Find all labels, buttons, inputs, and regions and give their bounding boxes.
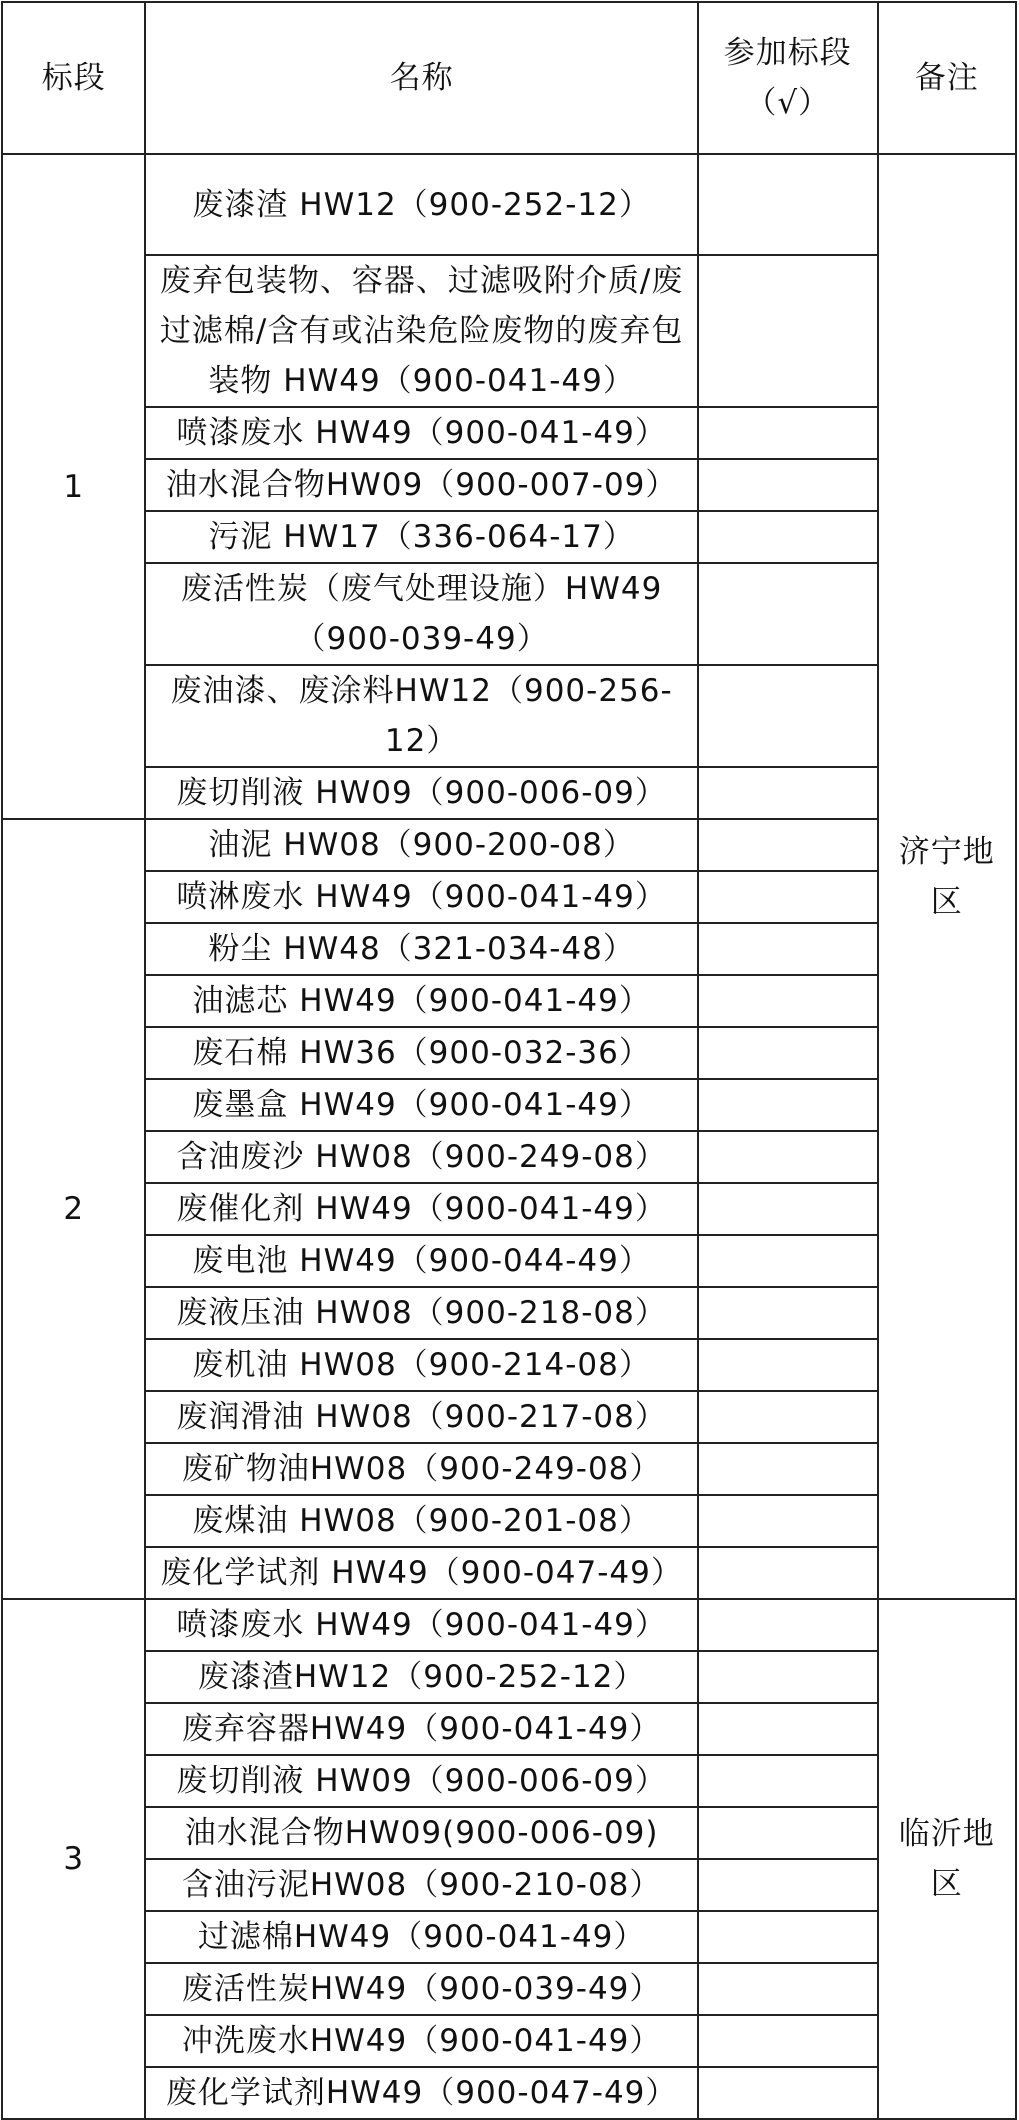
item-name-cell: 废机油 HW08（900-214-08） xyxy=(145,1339,697,1391)
remark-line: 区 xyxy=(930,883,963,920)
item-name-cell: 废漆渣 HW12（900-252-12） xyxy=(145,154,697,255)
table-row xyxy=(2,563,1016,665)
participate-check-cell[interactable] xyxy=(698,511,878,563)
item-name-cell: 油水混合物HW09(900-006-09) xyxy=(145,1807,697,1859)
item-name-cell: 废煤油 HW08（900-201-08） xyxy=(145,1495,697,1547)
header-remark: 备注 xyxy=(878,2,1016,154)
remark-line: 临沂地 xyxy=(898,1816,995,1852)
participate-check-cell[interactable] xyxy=(698,767,878,819)
item-name-cell: 过滤棉HW49（900-041-49） xyxy=(145,1911,697,1963)
remark-line: 济宁地 xyxy=(898,833,995,870)
table-body xyxy=(2,154,1016,2119)
item-name-cell: 废漆渣HW12（900-252-12） xyxy=(145,1651,697,1703)
table-row xyxy=(2,1963,1016,2015)
table-row xyxy=(2,1911,1016,1963)
item-name-cell: 含油废沙 HW08（900-249-08） xyxy=(145,1131,697,1183)
item-name-cell: 废切削液 HW09（900-006-09） xyxy=(145,1755,697,1807)
participate-check-cell[interactable] xyxy=(698,1235,878,1287)
item-name-cell: 油滤芯 HW49（900-041-49） xyxy=(145,975,697,1027)
participate-check-cell[interactable] xyxy=(698,1287,878,1339)
participate-check-cell[interactable] xyxy=(698,1547,878,1599)
participate-check-cell[interactable] xyxy=(698,255,878,407)
item-name-cell: 废润滑油 HW08（900-217-08） xyxy=(145,1391,697,1443)
participate-check-cell[interactable] xyxy=(698,1391,878,1443)
participate-check-cell[interactable] xyxy=(698,1703,878,1755)
item-name-cell: 粉尘 HW48（321-034-48） xyxy=(145,923,697,975)
item-name-cell: 废液压油 HW08（900-218-08） xyxy=(145,1287,697,1339)
participate-check-cell[interactable] xyxy=(698,1651,878,1703)
item-name-cell: 废化学试剂HW49（900-047-49） xyxy=(145,2067,697,2119)
participate-check-cell[interactable] xyxy=(698,923,878,975)
table-row xyxy=(2,1651,1016,1703)
item-name-cell: 废油漆、废涂料HW12（900-256-12） xyxy=(145,665,697,767)
table-row xyxy=(2,1183,1016,1235)
item-name-cell: 废石棉 HW36（900-032-36） xyxy=(145,1027,697,1079)
item-name-cell: 废电池 HW49（900-044-49） xyxy=(145,1235,697,1287)
participate-check-cell[interactable] xyxy=(698,975,878,1027)
table-row xyxy=(2,1443,1016,1495)
participate-check-cell[interactable] xyxy=(698,1027,878,1079)
table-row xyxy=(2,1755,1016,1807)
header-participate-line2: （√） xyxy=(745,85,831,121)
header-row xyxy=(2,2,1016,154)
segment-cell: 1 xyxy=(2,154,145,819)
segment-cell: 3 xyxy=(2,1599,145,2119)
participate-check-cell[interactable] xyxy=(698,2067,878,2119)
remark-line: 区 xyxy=(930,1866,963,1902)
item-name-cell: 污泥 HW17（336-064-17） xyxy=(145,511,697,563)
participate-check-cell[interactable] xyxy=(698,819,878,871)
participate-check-cell[interactable] xyxy=(698,1183,878,1235)
participate-check-cell[interactable] xyxy=(698,665,878,767)
item-name-cell: 喷淋废水 HW49（900-041-49） xyxy=(145,871,697,923)
table-row xyxy=(2,1495,1016,1547)
item-name-cell: 含油污泥HW08（900-210-08） xyxy=(145,1859,697,1911)
header-participate-line1: 参加标段 xyxy=(723,35,852,71)
participate-check-cell[interactable] xyxy=(698,1495,878,1547)
remark-cell xyxy=(878,1599,1016,2119)
participate-check-cell[interactable] xyxy=(698,1443,878,1495)
table-row xyxy=(2,1547,1016,1599)
table-row xyxy=(2,1079,1016,1131)
table-row xyxy=(2,2067,1016,2119)
table-row xyxy=(2,665,1016,767)
table-row xyxy=(2,819,1016,871)
table-row xyxy=(2,1599,1016,1651)
item-name-cell: 喷漆废水 HW49（900-041-49） xyxy=(145,407,697,459)
participate-check-cell[interactable] xyxy=(698,871,878,923)
participate-check-cell[interactable] xyxy=(698,1599,878,1651)
item-name-cell: 废催化剂 HW49（900-041-49） xyxy=(145,1183,697,1235)
item-name-cell: 废化学试剂 HW49（900-047-49） xyxy=(145,1547,697,1599)
table-row xyxy=(2,871,1016,923)
table-row xyxy=(2,1131,1016,1183)
table-row xyxy=(2,767,1016,819)
table-row xyxy=(2,1807,1016,1859)
header-name: 名称 xyxy=(145,2,697,154)
participate-check-cell[interactable] xyxy=(698,1079,878,1131)
table-row xyxy=(2,459,1016,511)
participate-check-cell[interactable] xyxy=(698,1755,878,1807)
participate-check-cell[interactable] xyxy=(698,459,878,511)
header-participate xyxy=(698,2,878,154)
table-row xyxy=(2,1703,1016,1755)
item-name-cell: 废弃包装物、容器、过滤吸附介质/废过滤棉/含有或沾染危险废物的废弃包装物 HW49（900-041-49） xyxy=(145,255,697,407)
item-name-cell: 冲洗废水HW49（900-041-49） xyxy=(145,2015,697,2067)
item-name-cell: 油水混合物HW09（900-007-09） xyxy=(145,459,697,511)
participate-check-cell[interactable] xyxy=(698,1807,878,1859)
item-name-cell: 废活性炭HW49（900-039-49） xyxy=(145,1963,697,2015)
header-segment: 标段 xyxy=(2,2,145,154)
participate-check-cell[interactable] xyxy=(698,1859,878,1911)
participate-check-cell[interactable] xyxy=(698,154,878,255)
item-name-cell: 油泥 HW08（900-200-08） xyxy=(145,819,697,871)
remark-cell xyxy=(878,154,1016,1599)
item-name-cell: 废切削液 HW09（900-006-09） xyxy=(145,767,697,819)
item-name-cell: 废墨盒 HW49（900-041-49） xyxy=(145,1079,697,1131)
table-row xyxy=(2,154,1016,255)
participate-check-cell[interactable] xyxy=(698,2015,878,2067)
participate-check-cell[interactable] xyxy=(698,407,878,459)
participate-check-cell[interactable] xyxy=(698,1339,878,1391)
participate-check-cell[interactable] xyxy=(698,1131,878,1183)
table-row xyxy=(2,511,1016,563)
table-row xyxy=(2,1235,1016,1287)
segment-cell: 2 xyxy=(2,819,145,1599)
table-row xyxy=(2,255,1016,407)
table-row xyxy=(2,1859,1016,1911)
table-row xyxy=(2,1027,1016,1079)
table-row xyxy=(2,1391,1016,1443)
item-name-cell: 废活性炭（废气处理设施）HW49（900-039-49） xyxy=(145,563,697,665)
item-name-cell: 喷漆废水 HW49（900-041-49） xyxy=(145,1599,697,1651)
bid-section-table xyxy=(1,1,1017,2120)
table-row xyxy=(2,2015,1016,2067)
participate-check-cell[interactable] xyxy=(698,1911,878,1963)
item-name-cell: 废矿物油HW08（900-249-08） xyxy=(145,1443,697,1495)
item-name-cell: 废弃容器HW49（900-041-49） xyxy=(145,1703,697,1755)
participate-check-cell[interactable] xyxy=(698,563,878,665)
table-row xyxy=(2,1339,1016,1391)
table-row xyxy=(2,975,1016,1027)
table-row xyxy=(2,923,1016,975)
table-row xyxy=(2,1287,1016,1339)
participate-check-cell[interactable] xyxy=(698,1963,878,2015)
table-row xyxy=(2,407,1016,459)
